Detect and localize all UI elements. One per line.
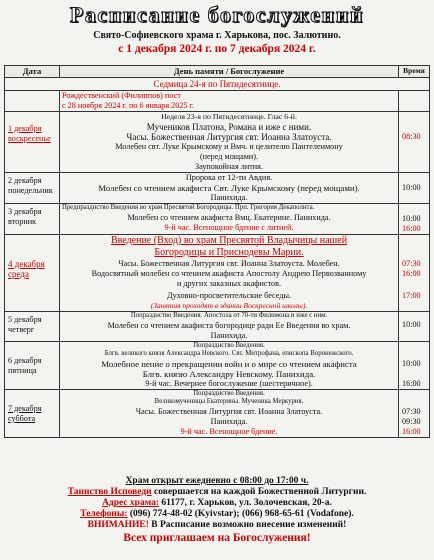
col-date-header: Дата xyxy=(5,66,60,78)
table-header-row xyxy=(5,66,430,78)
fast-note: Рождественский (Филиппов) пост с 28 ноября 2024 г. по 6 января 2025 г. xyxy=(60,91,399,112)
day-times: 07:30 09:30 16:00 xyxy=(399,389,430,437)
day-services: Введение (Вход) во храм Пресвятой Владычицы нашей Богородицы и Присноде́вы Марии. Часы. Божественная Литургия свт. Иоанна Златоуста. Молебен. Водосвятный молебен со чтением акафиста Апостолу Андрею Первозванному и других заказных акафистов. Духовно-просветительские беседы. (Занятия проходят в здании Воскресной школы). xyxy=(60,235,399,312)
day-date: 3 декабря вторник xyxy=(5,204,60,235)
table-row xyxy=(5,389,430,437)
table-row xyxy=(5,204,430,235)
day-times: 07:30 16:00 17:00 xyxy=(399,235,430,312)
day-date: 1 декабря воскресенье xyxy=(5,112,60,173)
day-times: 10:00 xyxy=(399,312,430,342)
day-date: 6 декабря пятница xyxy=(5,341,60,389)
table-row xyxy=(5,112,430,173)
table-row xyxy=(5,312,430,342)
invitation: Всех приглашаем на Богослужения! xyxy=(123,532,311,544)
fast-row xyxy=(5,91,430,112)
table-row xyxy=(5,341,430,389)
day-times: 10:00 16:00 xyxy=(399,204,430,235)
week-title: Седмица 24-я по Пятидесятнице. xyxy=(5,78,430,91)
day-services: Предпразднство Введения во храм Пресвятой Богородицы. Прп. Григория Декаполита. Молебен со чтением акафиста Вмц. Екатерине. Панихида. 9-й час. Всенощное бдение с литией. xyxy=(60,204,399,235)
phones-info: Телефоны: (096) 774-48-02 (Kyivstar); (066) 968-65-61 (Vodafone). xyxy=(80,509,354,519)
opening-hours: Храм открыт ежедневно с 08:00 до 17:00 ч. xyxy=(125,476,309,486)
col-day-header: День памяти / Богослужение xyxy=(60,66,399,78)
day-times: 10:00 16:00 xyxy=(399,341,430,389)
footer-info xyxy=(0,476,434,545)
confession-info: Таинство Исповеди совершается на каждой Божественной Литургии. xyxy=(67,487,367,497)
day-date: 5 декабря четверг xyxy=(5,312,60,342)
address-info: Адрес храма: 61177, г. Харьков, ул. Золочевская, 20-а. xyxy=(102,498,332,508)
day-services: Попразднство Введения. Блгв. великого князя Александра Невского. Свт. Митрофана, епископа Воронежского. Молебное пение о прекращении войн и о мире со чтением акафиста Блгв. князю Александру Невскому. Панихида. 9-й час. Вечернее богослужение (шестеричное). xyxy=(60,341,399,389)
day-services: Попразднство Введения. Великомученицы Екатерины. Мученика Меркурия. Часы. Божественная Литургия свт. Иоанна Златоуста. Панихида. 9-й час. Всенощное бдение. xyxy=(60,389,399,437)
week-row xyxy=(5,78,430,91)
notice-info: ВНИМАНИЕ! В Расписание возможно внесение изменений! xyxy=(87,520,347,530)
table-row xyxy=(5,173,430,204)
church-name: Свято-Софиевского храма г. Харькова, пос. Залютино. xyxy=(93,30,341,41)
col-time-header: Время xyxy=(399,66,430,78)
date-range: с 1 декабря 2024 г. по 7 декабря 2024 г. xyxy=(118,43,316,55)
day-date: 7 декабря суббота xyxy=(5,389,60,437)
day-date: 2 декабря понедельник xyxy=(5,173,60,204)
day-times: 08:30 xyxy=(399,112,430,173)
day-services: Неделя 23-я по Пятидесятнице. Глас 6-й. Мучеников Платона, Романа и иже с ними. Часы. Божественная Литургия свт. Иоанна Златоуста. Молебен свт. Луке Крымскому и Вмч. и целителю Пантелеимону (перед мощами). Заупокойная лития. xyxy=(60,112,399,173)
schedule-table xyxy=(4,65,430,438)
day-times: 10:00 xyxy=(399,173,430,204)
page-title: Расписание богослужений xyxy=(69,2,365,27)
day-services: Пророка от 12-ти Авдия. Молебен со чтением акафиста Свт. Луке Крымскому (перед мощами). Панихида. xyxy=(60,173,399,204)
table-row xyxy=(5,235,430,312)
day-date: 4 декабря среда xyxy=(5,235,60,312)
day-services: Попразднство Введения. Апостола от 70-ти Филимона и иже с ним. Молебен со чтением акафиста богородице ради Ее Введения во храм. Панихида. xyxy=(60,312,399,342)
